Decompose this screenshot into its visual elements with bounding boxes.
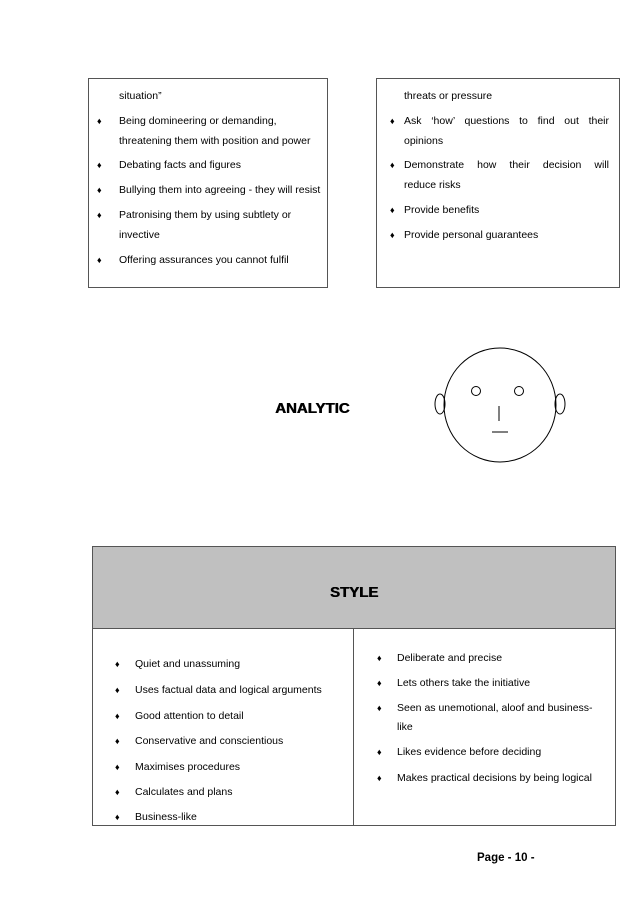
diamond-bullet-icon: ♦ xyxy=(377,703,382,713)
diamond-bullet-icon: ♦ xyxy=(97,255,102,265)
diamond-bullet-icon: ♦ xyxy=(97,185,102,195)
diamond-bullet-icon: ♦ xyxy=(115,787,120,797)
list-item: ♦ Deliberate and precise xyxy=(377,652,503,664)
left-box-lead-in: situation” xyxy=(119,90,162,102)
list-item: ♦ Provide personal guarantees xyxy=(390,229,539,241)
list-item: ♦ Debating facts and figures xyxy=(97,159,241,171)
page-number: Page - 10 - xyxy=(477,852,535,864)
list-item: ♦ Offering assurances you cannot fulfil xyxy=(97,254,289,266)
diamond-bullet-icon: ♦ xyxy=(97,160,102,170)
list-item: ♦ Bullying them into agreeing - they will resist xyxy=(97,184,321,196)
right-ear xyxy=(555,394,565,414)
column-divider xyxy=(353,628,354,825)
list-item: ♦ Business-like xyxy=(115,811,197,823)
list-item: ♦ Conservative and conscientious xyxy=(115,735,284,747)
diamond-bullet-icon: ♦ xyxy=(115,711,120,721)
diamond-bullet-icon: ♦ xyxy=(377,678,382,688)
list-item: ♦ Makes practical decisions by being logical xyxy=(377,772,592,784)
list-item: ♦ Maximises procedures xyxy=(115,761,241,773)
diamond-bullet-icon: ♦ xyxy=(377,773,382,783)
list-item: ♦ Demonstrate how their decision will reduce risks xyxy=(390,159,609,191)
diamond-bullet-icon: ♦ xyxy=(115,736,120,746)
diamond-bullet-icon: ♦ xyxy=(390,116,395,126)
list-item: ♦ Lets others take the initiative xyxy=(377,677,531,689)
left-bullet-box xyxy=(88,78,328,288)
list-item: ♦ Quiet and unassuming xyxy=(115,658,241,670)
list-item: ♦ Ask ‘how’ questions to find out their opinions xyxy=(390,115,609,147)
diamond-bullet-icon: ♦ xyxy=(115,659,120,669)
diamond-bullet-icon: ♦ xyxy=(115,812,120,822)
style-table xyxy=(92,546,616,826)
diamond-bullet-icon: ♦ xyxy=(115,762,120,772)
right-box-lead-in: threats or pressure xyxy=(404,90,493,102)
right-eye xyxy=(515,387,524,396)
list-item: ♦ Provide benefits xyxy=(390,204,480,216)
diamond-bullet-icon: ♦ xyxy=(97,116,102,126)
head-outline xyxy=(444,348,556,462)
list-item: ♦ Seen as unemotional, aloof and business- like xyxy=(377,702,593,733)
diamond-bullet-icon: ♦ xyxy=(390,205,395,215)
list-item: ♦ Patronising them by using subtlety or invective xyxy=(97,209,292,241)
diamond-bullet-icon: ♦ xyxy=(115,685,120,695)
diamond-bullet-icon: ♦ xyxy=(390,160,395,170)
right-bullet-box xyxy=(376,78,620,288)
diamond-bullet-icon: ♦ xyxy=(97,210,102,220)
left-eye xyxy=(472,387,481,396)
diamond-bullet-icon: ♦ xyxy=(390,230,395,240)
left-ear xyxy=(435,394,445,414)
list-item: ♦ Being domineering or demanding, threatening them with position and power xyxy=(97,115,311,147)
list-item: ♦ Likes evidence before deciding xyxy=(377,746,542,758)
style-table-title: STYLE xyxy=(329,584,379,601)
list-item: ♦ Uses factual data and logical arguments xyxy=(115,684,322,696)
section-title: ANALYTIC xyxy=(275,400,350,417)
face-icon xyxy=(430,340,570,470)
style-table-header xyxy=(93,547,615,629)
list-item: ♦ Calculates and plans xyxy=(115,786,233,798)
diamond-bullet-icon: ♦ xyxy=(377,653,382,663)
list-item: ♦ Good attention to detail xyxy=(115,710,244,722)
diamond-bullet-icon: ♦ xyxy=(377,747,382,757)
